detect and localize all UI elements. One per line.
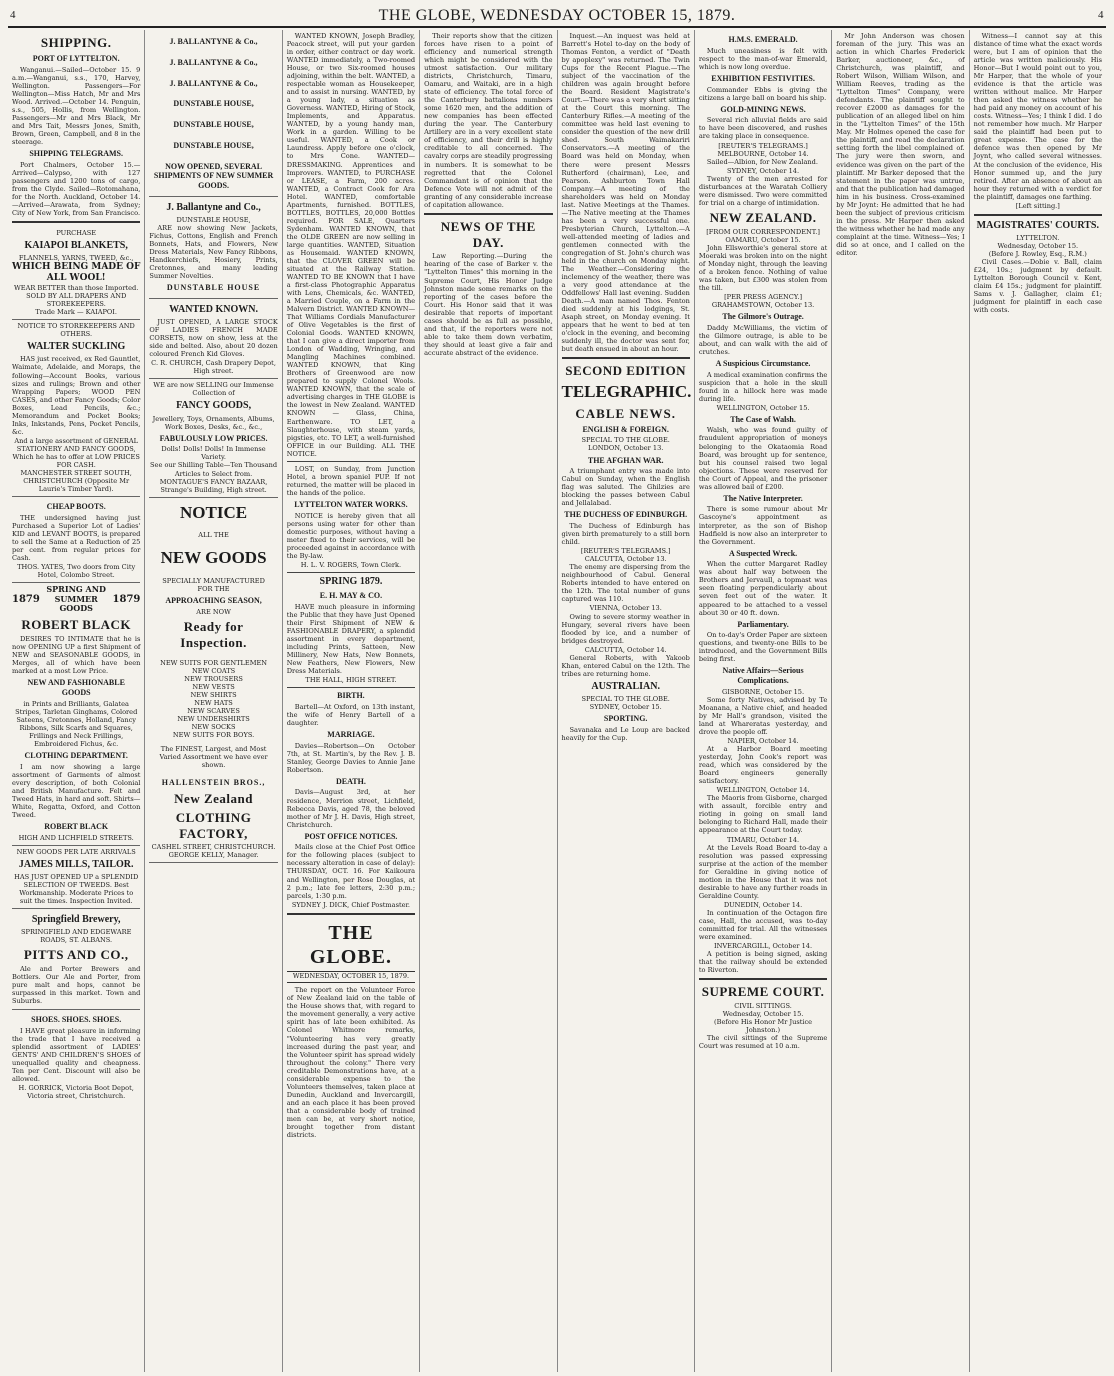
finest-assortment: The FINEST, Largest, and Most Varied Assortment we have ever shown. xyxy=(159,744,268,770)
london-dateline: LONDON, October 13. xyxy=(588,444,664,453)
shoes-heading: SHOES. SHOES. SHOES. xyxy=(31,1015,122,1025)
purchase-label: PURCHASE xyxy=(56,228,97,237)
montague-ad xyxy=(149,379,277,497)
wellington-dateline: WELLINGTON, October 15. xyxy=(716,403,810,412)
melbourne-dateline: MELBOURNE, October 14. xyxy=(717,149,809,158)
page-number-left: 4 xyxy=(10,9,16,22)
column-7 xyxy=(832,30,969,1372)
napier-dateline: NAPIER, October 14. xyxy=(727,737,799,746)
parliamentary-heading: Parliamentary. xyxy=(737,619,789,629)
civil-sittings: CIVIL SITTINGS. xyxy=(734,1001,792,1010)
suspicious-text: A medical examination confirms the suspicion that a hole in the skull found in a hillock here was made during life. xyxy=(698,370,828,403)
cashel-street: CASHEL STREET, CHRISTCHURCH. xyxy=(151,843,276,852)
may-text: HAVE much pleasure in informing the Public that they have Just Opened their First Shipment of NEW & FASHIONABLE DRAPERY, a splendid assortment in every department, including Prints, Satteen, New Millinery, New Hats, New Bonnets, New Feathers, New Flowers, New Dress Materials. xyxy=(286,602,416,675)
specially-manufactured: SPECIALLY MANUFACTURED xyxy=(162,577,265,586)
marriage-text: Davies—Robertson—On October 7th, at St. Martin's, by the Rev. J. B. Stanley, George Davies to Annie Jane Robertson. xyxy=(286,741,416,774)
gisborne-dateline: GISBORNE, October 15. xyxy=(722,687,805,696)
sydney2-text: Twenty of the men arrested for disturbances at the Waratah Colliery were dismissed. Two were committed for trial on a charge of intimidation. xyxy=(698,174,828,207)
rb-new-goods: NEW AND FASHIONABLE GOODS xyxy=(27,678,125,697)
our-correspondent: [FROM OUR CORRESPONDENT.] xyxy=(706,227,820,236)
afghan-war-text: A triumphant entry was made into Cabul on Sunday, when the English flag was saluted. The Ghilzies are blocking the passes between Cabul and Jellalabad. xyxy=(561,467,690,508)
clothing-heading: CLOTHING DEPARTMENT. xyxy=(24,750,128,760)
suits-list xyxy=(149,659,277,739)
lyttelton-date: Wednesday, October 15. xyxy=(997,241,1079,250)
kaiapoi-mark: Trade Mark — KAIAPOI. xyxy=(35,308,118,317)
all-the: ALL THE xyxy=(198,531,229,540)
ballantyne-line-1: J. BALLANTYNE & Co., xyxy=(169,37,258,46)
spring-summer-goods: SPRING AND SUMMER GOODS xyxy=(46,583,106,614)
lyttelton-before: (Before J. Rowley, Esq., R.M.) xyxy=(988,249,1087,258)
shipping-telegrams-heading: SHIPPING TELEGRAMS. xyxy=(29,148,124,158)
gold-heading: GOLD-MINING NEWS. xyxy=(720,104,806,114)
manager-line: GEORGE KELLY, Manager. xyxy=(168,851,259,860)
page-number-right: 4 xyxy=(1098,9,1104,22)
dolls-line: Dolls! Dolls! Dolls! In Immense Variety. xyxy=(161,445,266,462)
rb-signature: ROBERT BLACK xyxy=(44,821,109,831)
dunstable-line-1: DUNSTABLE HOUSE, xyxy=(173,99,254,109)
shoes-signature: H. GORRICK, Victoria Boot Depot, Victoria street, Christchurch. xyxy=(18,1084,134,1101)
oamaru-text: John Ellsworthie's general store at Moeraki was broken into on the night of Monday night, through the leaving of a broken fence. Nothing of value was taken, but £300 was stolen from the till. xyxy=(698,243,828,292)
sydney2-dateline: SYDNEY, October 14. xyxy=(727,166,800,175)
wellington2-text: The Maoris from Gisborne, charged with assault, forcible entry and rioting in going on small land belonging to Richard Hall, made their appearance at the Court today. xyxy=(698,794,828,835)
interpreter-text: There is some rumour about Mr Gascoyne's appointment as interpreter, as the son of Bishop Hadfield is now also an interpreter to the Government. xyxy=(698,505,828,546)
shipping-text: Wanganui.—Sailed—October 15. 9 a.m.—Wanganui, s.s., 170, Harvey, Wellington. Passengers—For Wellington—Miss Hatch, Mr and Mrs Wood. Arrived.—October 14. Penguin, s.s., 505, Hollis, from Wellington. Passengers—Mr and Mrs Black, Mr and Mrs Tait, Messrs Jones, Smith, Brown, Green, Campbell, and 8 in the steerage. xyxy=(12,65,141,146)
cable-news: CABLE NEWS. xyxy=(575,405,676,421)
english-foreign: ENGLISH & FOREIGN. xyxy=(582,424,669,434)
waterworks-signature: H. L. V. ROGERS, Town Clerk. xyxy=(300,560,402,569)
suckling-heading: WALTER SUCKLING xyxy=(27,341,126,353)
spring-1879: SPRING 1879. xyxy=(319,575,383,587)
native-affairs-heading: Native Affairs—Serious Complications. xyxy=(722,666,804,686)
suckling-address: MANCHESTER STREET SOUTH, CHRISTCHURCH (Opposite Mr Laurie's Timber Yard). xyxy=(20,468,132,493)
australian-heading: AUSTRALIAN. xyxy=(591,680,660,692)
column-4 xyxy=(420,30,557,1372)
calcutta2-dateline: CALCUTTA, October 14. xyxy=(584,645,667,654)
gisborne-text: Some forty Natives, advised by Te Moanana, a Native chief, and headed by Mr Hall's grandson, visited the land at Whareratas yesterday, and drove the people off. xyxy=(698,695,828,737)
kaiapoi-ad xyxy=(12,227,140,320)
shilling-table: See our Shilling Table—Ten Thousand Articles to Select from. xyxy=(150,461,278,478)
masthead xyxy=(8,6,1106,28)
new-zealand-label: New Zealand xyxy=(174,790,253,806)
ballantyne-text: ARE now showing New Jackets, Fichus, Cottons, English and French Bonnets, Hats, and Flowers, New Dress Materials, New Fancy Ribbons, Handkerchiefs, Hosiery, Prints, Cretonnes, and many leading Summer Novelties. xyxy=(149,223,278,281)
suits-list-item: NEW SHIRTS xyxy=(190,690,237,699)
grahamstown-dateline: GRAHAMSTOWN, October 13. xyxy=(711,300,815,309)
shipping-telegrams-text: Port Chalmers, October 15.—Arrived—Calypso, with 127 passengers and 1200 tons of cargo, from the Clyde. Sailed—Rotomahana, for the North. Auckland, October 14.—Arrived—Arawata, from Sydney; City of New York, from San Francisco. xyxy=(12,160,141,217)
thos-yates: THOS. YATES, Two doors from City Hotel, Colombo Street. xyxy=(17,562,136,579)
melbourne-text: Sailed—Albion, for New Zealand. xyxy=(706,157,818,166)
cr-church: C. R. CHURCH, Cash Drapery Depot, High street. xyxy=(151,359,276,376)
new-goods-big: NEW GOODS xyxy=(160,548,267,568)
news-of-the-day-heading: NEWS OF THE DAY. xyxy=(440,218,536,250)
column-3 xyxy=(283,30,420,1372)
approaching-season: APPROACHING SEASON, xyxy=(165,596,262,606)
suspicious-heading: A Suspicious Circumstance. xyxy=(715,358,811,368)
notice-big: NOTICE xyxy=(180,502,248,522)
new-zealand-heading: NEW ZEALAND. xyxy=(709,209,817,225)
globe-date: WEDNESDAY, OCTOBER 15, 1879. xyxy=(287,971,415,983)
new-goods-arrival: NEW GOODS PER LATE ARRIVALS xyxy=(16,847,136,856)
edinburgh-text: The Duchess of Edinburgh has given birth prematurely to a still born child. xyxy=(561,522,690,547)
edinburgh-heading: THE DUCHESS OF EDINBURGH. xyxy=(564,510,688,520)
timaru-dateline: TIMARU, October 14. xyxy=(726,835,800,844)
walsh-heading: The Case of Walsh. xyxy=(730,414,796,424)
gold-text: Several rich alluvial fields are said to have been discovered, and rushes are taking place in consequence. xyxy=(698,116,828,141)
wreck-text: When the cutter Margaret Radley was about half way between the Brothers and Jervaull, a topmast was seen floating perpendicularly about seven feet out of the water. It appeared to be attached to a vessel about 30 or 40 ft. down. xyxy=(698,560,828,617)
interpreter-heading: The Native Interpreter. xyxy=(723,493,803,503)
calcutta-dateline: CALCUTTA, October 13. xyxy=(584,555,667,564)
dunstable-line-3: DUNSTABLE HOUSE, xyxy=(173,140,254,150)
suits-list-item: NEW HATS xyxy=(194,698,233,707)
suckling-ad xyxy=(12,320,140,497)
cheap-boots-text: THE undersigned having just Purchased a Superior Lot of Ladies' KID and LEVANT BOOTS, is prepared to sell the Same at a Reduction of 25 per cent. from regular prices for Cash. xyxy=(12,513,141,562)
invercargill-dateline: INVERCARGILL, October 14. xyxy=(714,941,813,950)
dunedin-text: In continuation of the Octagon fire case, Hall, the accused, was to-day committed for trial. All the witnesses were examined. xyxy=(698,908,828,941)
waterworks-text: NOTICE is hereby given that all persons using water for other than domestic purposes, without having a meter fixed to their services, will be proceeded against in accordance with the By-law. xyxy=(286,511,416,560)
fancy-list: Jewellery, Toys, Ornaments, Albums, Work Boxes, Desks, &c., &c., xyxy=(152,414,275,431)
grahamstown-heading: The Gilmore's Outrage. xyxy=(722,311,804,321)
trial-report-continued: Witness—I cannot say at this distance of time what the exact words were, but I am of opinion that the article was written maliciously. His Honor—But I would point out to you, Mr Harper, that the whole of your evidence is that the article was written without malice. Mr Harper then asked the witness whether he had paid any money on account of his costs. Witness—Yes; I think I did. I do not remember how much. Mr Harper said the plaintiff had been put to great expense. The case for the defence was then opened by Mr Joynt, who called several witnesses. At the conclusion of the evidence, His Honor summed up, and the jury retired. After an absence of about an hour they returned with a verdict for the plaintiff, damages one farthing. xyxy=(973,32,1102,201)
ready-for-inspection: Ready for Inspection. xyxy=(180,618,247,650)
news-of-the-day-text: Law Reporting.—During the hearing of the case of Barker v. the "Lyttelton Times" this morning in the Supreme Court, His Honor Judge Johnston made some remarks on the reporting of the cases before the Court. His Honor said that it was desirable that reports of important cases should be as full as possible, and that, if the reporters were not able to take them down verbatim, they should at least give a fair and accurate abstract of the evidence. xyxy=(424,252,553,357)
emerald-text: Much uneasiness is felt with respect to the man-of-war Emerald, which is now long overdue. xyxy=(698,46,828,71)
mills-heading: JAMES MILLS, TAILOR. xyxy=(18,858,134,870)
wanted-known-text: JUST OPENED, A LARGE STOCK OF LADIES FRENCH MADE CORSETS, now on show, less at the side and belted. Also, about 20 dozen coloured French Kid Gloves. xyxy=(149,318,278,359)
shoes-ad xyxy=(12,1010,140,1103)
ballantyne-line-3: J. BALLANTYNE & Co., xyxy=(169,78,258,88)
hallenstein-name: HALLENSTEIN BROS., xyxy=(161,778,266,788)
fabulously-low: FABULOUSLY LOW PRICES. xyxy=(159,433,268,443)
civil-judge: (Before His Honor Mr Justice Johnston.) xyxy=(714,1017,813,1034)
napier-text: At a Harbor Board meeting yesterday, John Cook's report was read, which was considered by the Board engineers generally satisfactory. xyxy=(698,745,828,786)
waterworks-heading: LYTTELTON WATER WORKS. xyxy=(294,499,408,509)
column-6 xyxy=(695,30,832,1372)
civil-date: Wednesday, October 15. xyxy=(722,1009,804,1018)
suits-list-item: NEW UNDERSHIRTS xyxy=(177,714,250,723)
column-2 xyxy=(145,30,282,1372)
grahamstown-text: Daddy McWilliams, the victim of the Gilmore outrage, is able to be about, and can walk with the aid of crutches. xyxy=(698,323,828,356)
dunedin-dateline: DUNEDIN, October 14. xyxy=(723,900,803,909)
pitts-heading: PITTS AND CO., xyxy=(23,947,129,963)
sydney-dateline: SYDNEY, October 15. xyxy=(589,702,662,711)
suckling-text: HAS just received, ex Red Gauntlet, Waimate, Adelaide, and Moraps, the following—Account Books, various sizes and rulings; Brown and other Wrapping Papers; WOOD PEN CASES, and other Fancy Goods; Color Boxes, Lead Pencils, &c.; Memorandum and Pocket Books; Inks, Inkstands, Pens, Pocket Pencils, &c. xyxy=(12,355,141,436)
special-to-globe: SPECIAL TO THE GLOBE. xyxy=(581,436,670,445)
sporting-text: Savanaka and Le Loup are backed heavily for the Cup. xyxy=(561,725,690,742)
kaiapoi-heading: KAIAPOI BLANKETS, xyxy=(24,239,128,251)
telegraphic-heading: TELEGRAPHIC. xyxy=(561,382,692,402)
robert-black-heading: ROBERT BLACK xyxy=(21,617,132,633)
column-1 xyxy=(8,30,145,1372)
reuter-label-1: [REUTER'S TELEGRAMS.] xyxy=(580,547,671,556)
robert-black-ad xyxy=(12,583,140,846)
ballantyne-heading: J. Ballantyne and Co., xyxy=(166,201,261,213)
pitts-text: Ale and Porter Brewers and Bottlers. Our Ale and Porter, from pure malt and hops, cannot be surpassed in this market. Town and Suburbs. xyxy=(12,965,141,1006)
kaiapoi-sub: FLANNELS, YARNS, TWEED, &c., xyxy=(18,254,134,263)
clothing-factory-label: CLOTHING FACTORY, xyxy=(175,809,252,841)
kaiapoi-text: WEAR BETTER than those Imported. SOLD BY ALL DRAPERS AND STOREKEEPERS. xyxy=(14,284,139,309)
springfield-heading: Springfield Brewery, xyxy=(31,914,121,926)
lyttelton-text: Civil Cases.—Dobie v. Ball, claim £24, 10s.; judgment by default. Lyttelton Borough Council v. Kent, claim £4 15s.; judgment for plaintiff. Sams v. J. Gallagher, claim £1; judgment for plaintiff in each case with costs. xyxy=(973,257,1102,315)
suits-list-item: NEW TROUSERS xyxy=(184,674,243,683)
for-the: FOR THE xyxy=(197,585,230,594)
calcutta2-text: General Roberts, with Yakoob Khan, entered Cabul on the 12th. The tribes are returning home. xyxy=(561,653,690,678)
post-office-signature: SYDNEY J. DICK, Chief Postmaster. xyxy=(291,900,411,909)
kaiapoi-made: WHICH BEING MADE OF ALL WOOL! xyxy=(12,262,141,284)
column-8 xyxy=(970,30,1106,1372)
suits-list-item: NEW SCARVES xyxy=(187,706,240,715)
suits-list-item: NEW SUITS FOR BOYS. xyxy=(172,730,255,739)
lost-notice: LOST, on Sunday, from Junction Hotel, a brown spaniel PUP. If not returned, the matter will be placed in the hands of the police. xyxy=(286,464,416,497)
rb-list: in Prints and Brilliants, Galatea Stripes, Tarletan Ginghams, Colored Sateens, Cretonnes, Holland, Fancy Ribbons, Silk Scarfs and Squares, Frillings and Neck Frillings, Embroidered Fichus, &c. xyxy=(15,699,138,748)
port-heading: PORT OF LYTTELTON. xyxy=(32,53,120,63)
mills-text: HAS JUST OPENED UP a SPLENDID SELECTION OF TWEEDS. Best Workmanship. Moderate Prices to suit the times. Inspection Invited. xyxy=(14,872,139,905)
reuter-label-2: [REUTER'S TELEGRAMS.] xyxy=(718,141,808,150)
we-selling: WE are now SELLING our Immense Collection of xyxy=(153,381,274,398)
leader-text: The report on the Volunteer Force of New Zealand laid on the table of the House shows that, with regard to the movement generally, a very active spirit has of late been exhibited. As Colonel Whitmore remarks, "Volunteering has very greatly increased during the past year, and the Volunteer spirit has spread widely throughout the colony." There very creditable Demonstrations have, at a considerable expense to the Volunteers themselves, taken place at Dunedin, Auckland and Invercargill, and an each place it has been proved that a considerable body of trained men can be, at very short notice, brought together from distant districts. xyxy=(286,986,416,1139)
globe-title: THE GLOBE. xyxy=(309,921,392,969)
local-news: Inquest.—An inquest was held at Barrett's Hotel to-day on the body of Thomas Fenton, a verdict of "Death by apoplexy" was returned. The Twin Cups for the Recent Plague.—The subject of the vaccination of the children was again brought before the Board. Resident Magistrate's Court.—There was a very short sitting at the Court this morning. The Canterbury Rifles.—A meeting of the committee was held last evening to consider the question of the new drill shed. South Waimakariri Conservators.—A meeting of the Board was held on Monday, when there were present Messrs Rutherford (chairman), Lee, and Pearson. Ashburton Town Hall Company.—A meeting of the shareholders was held on Monday last. Native Meetings at the Thames.—The Native meeting at the Thames has been a very successful one. Presbyterian Church, Lyttelton.—A well-attended meeting of ladies and gentlemen connected with the congregation of St. John's church was held in the church on Monday night. The Weather.—Considering the inclemency of the weather, there was a very good attendance at the Oddfellows' Hall last evening. Sudden Death.—A man named Thos. Fenton died suddenly at his lodgings, St. Asaph street, on Monday evening. It appears that he went to bed at ten o'clock in the evening, and becoming suddenly ill, the doctor was sent for, but death ensued in about an hour. xyxy=(561,32,690,354)
death-text: Davis—August 3rd, at her residence, Merrion street, Lichfield, Rebecca Davis, aged 78, the beloved mother of Mr J. H. Davis, High street, Christchurch. xyxy=(286,788,416,829)
montague-address: MONTAGUE'S FANCY BAZAAR, Strange's Building, High street. xyxy=(159,477,268,494)
calcutta-text: The enemy are dispersing from the neighbourhood of Cabul. General Roberts intended to have entered on the 12th. The total number of guns captured was 110. xyxy=(561,563,690,604)
notice-storekeepers: NOTICE TO STOREKEEPERS AND OTHERS. xyxy=(17,322,135,339)
sporting-heading: SPORTING. xyxy=(603,714,648,724)
suits-list-item: NEW SOCKS xyxy=(191,722,236,731)
spring-year-left: 1879 xyxy=(12,593,40,605)
now-opened: NOW OPENED, SEVERAL SHIPMENTS OF NEW SUMMER GOODS. xyxy=(153,161,274,190)
walsh-text: Walsh, who was found guilty of fraudulent appropriation of moneys belonging to the Okataomia Road Board, was brought up for sentence, but his counsel raised two legal objections. These were reserved for the Court of Appeal, and the prisoner was allowed bail of £200. xyxy=(698,426,828,491)
vienna-dateline: VIENNA, October 13. xyxy=(589,604,662,613)
wreck-heading: A Suspected Wreck. xyxy=(728,548,798,558)
lyttelton-heading: LYTTELTON. xyxy=(1016,233,1060,242)
births-heading: BIRTH. xyxy=(337,691,365,700)
ballantyne-sub: DUNSTABLE HOUSE, xyxy=(176,215,251,224)
death-heading: DEATH. xyxy=(336,776,366,786)
shipping-heading: SHIPPING. xyxy=(40,35,112,50)
supreme-court-heading: SUPREME COURT. xyxy=(701,984,825,1000)
dunstable-house-4: DUNSTABLE HOUSE xyxy=(166,283,261,293)
press-agency: [PER PRESS AGENCY.] xyxy=(724,292,803,301)
oamaru-dateline: OAMARU, October 15. xyxy=(725,235,801,244)
rb-address: HIGH AND LICHFIELD STREETS. xyxy=(18,833,134,842)
left-sitting: [Left sitting.] xyxy=(1015,201,1060,210)
newspaper-title: THE GLOBE, WEDNESDAY OCTOBER 15, 1879. xyxy=(378,7,736,25)
may-address: THE HALL, HIGH STREET. xyxy=(305,675,397,684)
trial-report: Mr John Anderson was chosen foreman of the jury. This was an action in which Charles Frederick Barker, auctioneer, &c., of Christchurch, was plaintiff, and Robert Wilson, William Wilson, and William Reeves, trading as the "Lyttelton Times" Company, were defendants. The plaintiff sought to recover £2000 as damages for the publication of an alleged libel on him in the "Lyttelton Times" of the 15th May. Mr Holmes opened the case for the plaintiff, and read the declaration setting forth the libel complained of. The jury were then sworn, and evidence was given on the part of the plaintiff. Mr Barker deposed that the statement in the paper was untrue, and that the publication had damaged him in his business. Cross-examined by Mr Joynt: He admitted that he had been the subject of previous criticism in the press. Mr Harper then asked the witness whether he had made any complaint at the time. Witness—Yes; I did so at once, and I called on the editor. xyxy=(836,32,965,257)
magistrates-heading: MAGISTRATES' COURTS. xyxy=(976,219,1099,231)
civil-text: The civil sittings of the Supreme Court was resumed at 10 a.m. xyxy=(698,1034,828,1051)
special-to-globe-2: SPECIAL TO THE GLOBE. xyxy=(581,694,670,703)
afghan-war-heading: THE AFGHAN WAR. xyxy=(587,455,664,465)
second-edition: SECOND EDITION xyxy=(565,363,687,379)
dunstable-line-2: DUNSTABLE HOUSE, xyxy=(173,120,254,129)
marriage-heading: MARRIAGE. xyxy=(327,729,375,739)
shoes-text: I HAVE great pleasure in informing the trade that I have received a splendid assortment of LADIES' GENTS' AND CHILDREN'S SHOES of unequalled quality and cheapness. Ten per Cent. Discount will also be allowed. xyxy=(12,1027,141,1084)
wanted-known-corsets-ad xyxy=(149,299,277,379)
cheap-boots-ad xyxy=(12,497,140,583)
cheap-boots-heading: CHEAP BOOTS. xyxy=(46,501,106,511)
fancy-goods-heading: FANCY GOODS, xyxy=(176,400,252,412)
robert-black-text: DESIRES TO INTIMATE that he is now OPENING UP a first Shipment of NEW and SEASONABLE GOODS, in Merges, all of which have been marked at a most Low Price. xyxy=(12,635,141,676)
births-text: Bartell—At Oxford, on 13th instant, the wife of Henry Bartell of a daughter. xyxy=(286,702,416,727)
clothing-text: I am now showing a large assortment of Garments of almost every description, of both Colonial and British Manufacture. Felt and Tweed Hats, in hard and soft. Shirts—White, Regatta, Oxford, and Cotton Tweed. xyxy=(12,762,141,819)
spring-year-right: 1879 xyxy=(112,593,141,605)
wellington2-dateline: WELLINGTON, October 14. xyxy=(716,786,810,795)
springfield-ad xyxy=(12,909,140,1010)
ballantyne-line-2: J. BALLANTYNE & Co., xyxy=(169,57,258,67)
exhibition-heading: EXHIBITION FESTIVITIES. xyxy=(711,73,815,83)
emerald-heading: H.M.S. EMERALD. xyxy=(728,35,798,44)
wanted-ads: WANTED KNOWN, Joseph Bradley, Peacock street, will put your garden in order, either contract or day work. WANTED immediately, a Two-roomed House, or two Six-roomed houses adjoining, within the belt. WANTED, a respectable woman as Housekeeper, and to assist in nursing. WANTED, by a young lady, a situation as Governess. WANTED, Hiring of Stock, Implements, and Apparatus. WANTED, by a young handy man, Work in a garden. Willing to be useful. WANTED, a Cook or Laundress. Apply before one o'clock, to Mrs Cone. WANTED—DRESSMAKING. Apprentices and Improvers. WANTED, to PURCHASE or LEASE, a Farm, 200 acres. WANTED, a Contract Cook for Ara Hotel. WANTED, comfortable Apartments, furnished. BOTTLES, BOTTLES, BOTTLES, 20,000 Bottles required. FOR SALE, Quarters Sydenham. WANTED KNOWN, that the OLDE GREEN are now selling in large quantities. WANTED, Situation as Housemaid. WANTED KNOWN, that the CLOVER GREEN will be situated at the Railway Station. WANTED TO BE KNOWN that I have a first-class Photographic Apparatus with Lens, Chemicals, &c. WANTED, a Married Couple, on a Farm in the Malvern District. WANTED KNOWN—That Williams Cordials Manufacturer of Olive Vegetables is the first of Colonial Goods. WANTED KNOWN, that I can give a direct importer from London of Wadding, Wringing, and Mangling Machines combined. WANTED KNOWN, that King Brothers of Greenwood are now prepared to supply Colonel Wools. WANTED KNOWN, that the scale of advertising charges in THE GLOBE is the lowest in New Zealand. WANTED KNOWN — Glass, China, Earthenware. TO LET, a Slaughterhouse, with steam yards, pigsties, etc. TO LET, a well-furnished OFFICE in our Building. ALL THE NOTICE. xyxy=(286,32,416,458)
vienna-text: Owing to severe stormy weather in Hungary, several rivers have been flooded by ice, and a number of bridges destroyed. xyxy=(561,612,690,645)
ballantyne-ad-2 xyxy=(149,197,277,299)
leader-continued: Their reports show that the citizen forces have risen to a point of efficiency and numerical strength which might be considered with the utmost satisfaction. Our military districts, Christchurch, Timaru, Oamaru, and Waitaki, are in a high state of efficiency. The total force of the Canterbury battalions numbers some 1620 men, and the addition of new companies has been effected during the year. The Canterbury Artillery are in a very excellent state of efficiency, and their drill is highly creditable to all concerned. The cavalry corps are steadily progressing in numbers. It is somewhat to be regretted that the Colonel Commandant is of opinion that the Defence Vote will not admit of the granting of any considerable increase of capitation allowance. xyxy=(424,32,553,209)
post-office-heading: POST OFFICE NOTICES. xyxy=(304,831,398,841)
mills-ad xyxy=(12,846,140,909)
are-now: ARE NOW xyxy=(196,607,231,616)
invercargill-text: A petition is being signed, asking that the railway should be extended to Riverton. xyxy=(698,949,828,975)
springfield-address: SPRINGFIELD AND EDGEWARE ROADS, ST. ALBANS. xyxy=(20,928,132,945)
column-5 xyxy=(558,30,695,1372)
suckling-general: And a large assortment of GENERAL STATIONERY AND FANCY GOODS, Which he has to offer at LOW PRICES FOR CASH. xyxy=(12,436,140,469)
suits-list-item: NEW VESTS xyxy=(192,682,235,691)
suits-list-item: NEW COATS xyxy=(191,666,236,675)
post-office-text: Mails close at the Chief Post Office for the following places (subject to necessary alteration in case of delay): THURSDAY, OCT. 16. For Kaikoura and Wellington, per Rose Douglas, at 2 p.m.; late fee letters, 2:30 p.m.; parcels, 1:30 p.m. xyxy=(286,843,416,900)
hallenstein-ad xyxy=(149,498,277,864)
may-heading: E. H. MAY & CO. xyxy=(319,590,383,600)
suits-list-item: NEW SUITS FOR GENTLEMEN xyxy=(160,658,268,667)
ballantyne-ad xyxy=(149,32,277,197)
parliamentary-text: On to-day's Order Paper are sixteen questions, and twenty-one Bills to be introduced, and the Government Bills being first. xyxy=(698,631,828,664)
wanted-known-heading: WANTED KNOWN. xyxy=(169,303,259,315)
timaru-text: At the Levels Road Board to-day a resolution was passed expressing surprise at the action of the member for Geraldine in giving notice of motion in the House that it was not desirable to have any further roads in Geraldine County. xyxy=(698,843,828,900)
exhibition-text: Commander Ebbs is giving the citizens a large ball on board his ship. xyxy=(698,85,828,102)
